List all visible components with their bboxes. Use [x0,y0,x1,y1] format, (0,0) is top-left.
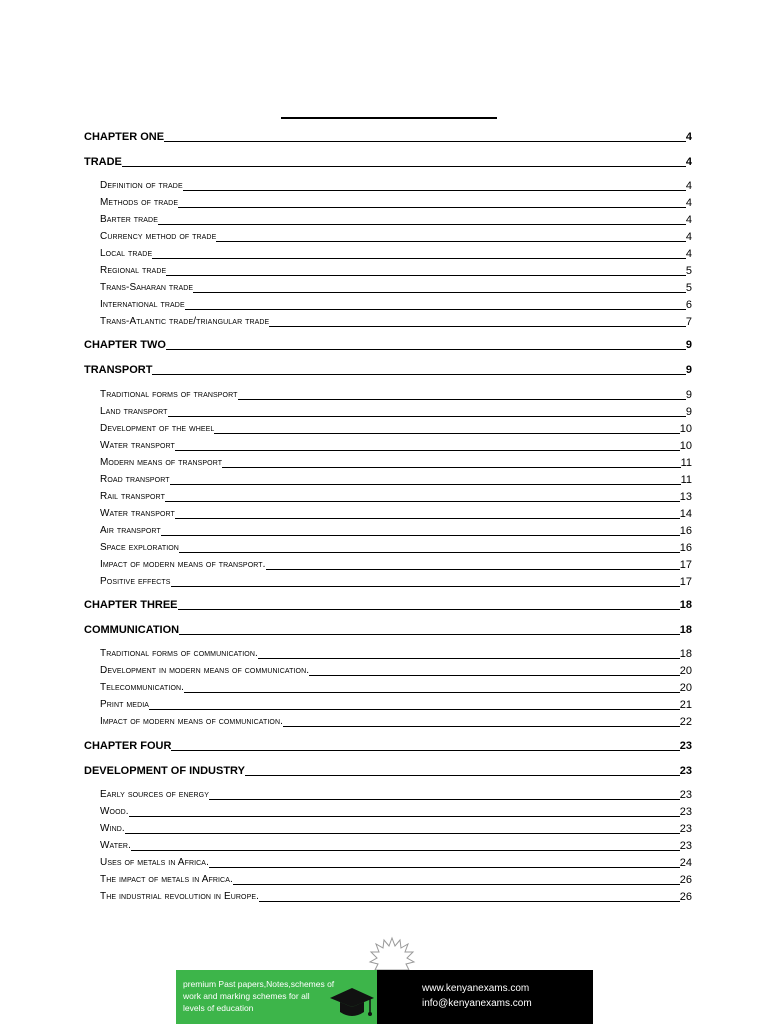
toc-section-entry[interactable] [0,818,768,836]
toc-entry-title: Water. [100,840,131,851]
toc-section-entry[interactable] [0,243,768,261]
toc-section-entry[interactable] [0,277,768,295]
toc-entry-title: Trans-Saharan trade [100,282,194,293]
toc-entry-title: Print media [100,699,150,710]
toc-section-entry[interactable] [0,401,768,419]
toc-leader-line [178,207,686,208]
toc-section-entry[interactable] [0,311,768,329]
toc-entry-title: TRADE [84,156,122,168]
toc-leader-line [166,349,686,350]
toc-leader-line [166,275,686,276]
toc-page-number: 14 [679,508,692,520]
toc-leader-line [238,399,686,400]
toc-page-number: 23 [679,806,692,818]
toc-page-number: 6 [685,299,692,311]
toc-entry-title: The impact of metals in Africa. [100,874,233,885]
toc-chapter-entry[interactable] [0,760,768,778]
toc-entry-title: Regional trade [100,265,167,276]
toc-leader-line [122,166,686,167]
toc-section-entry[interactable] [0,384,768,402]
toc-page-number: 23 [679,823,692,835]
toc-entry-title: Traditional forms of transport [100,389,238,400]
toc-entry-title: Early sources of energy [100,789,209,800]
toc-section-entry[interactable] [0,660,768,678]
toc-entry-title: Modern means of transport [100,457,223,468]
toc-leader-line [179,634,680,635]
toc-leader-line [245,775,680,776]
toc-leader-line [258,658,680,659]
toc-section-entry[interactable] [0,571,768,589]
email-link[interactable]: info@kenyanexams.com [422,998,532,1009]
toc-section-entry[interactable] [0,554,768,572]
toc-leader-line [183,190,686,191]
toc-entry-title: Trans-Atlantic trade/triangular trade [100,316,270,327]
toc-page-number: 20 [679,682,692,694]
toc-entry-title: Telecommunication. [100,682,185,693]
toc-entry-title: Road transport [100,474,170,485]
promo-text-line-3: levels of education [183,1003,254,1013]
toc-page-number: 9 [685,339,692,351]
toc-page-number: 10 [679,440,692,452]
toc-section-entry[interactable] [0,537,768,555]
toc-leader-line [165,501,680,502]
toc-entry-title: Impact of modern means of transport. [100,559,266,570]
toc-leader-line [171,750,679,751]
toc-page-number: 7 [685,316,692,328]
toc-section-entry[interactable] [0,175,768,193]
starburst-icon [367,936,417,972]
website-link[interactable]: www.kenyanexams.com [422,983,530,994]
toc-page-number: 26 [679,891,692,903]
toc-page-number: 23 [679,789,692,801]
toc-chapter-entry[interactable] [0,359,768,377]
toc-page-number: 5 [685,265,692,277]
toc-section-entry[interactable] [0,435,768,453]
toc-page-number: 11 [680,474,692,486]
toc-leader-line [158,224,686,225]
toc-section-entry[interactable] [0,784,768,802]
toc-page-number: 4 [685,131,692,143]
toc-page-number: 11 [680,457,692,469]
toc-leader-line [178,609,680,610]
toc-entry-title: Currency method of trade [100,231,217,242]
toc-page-number: 9 [685,364,692,376]
promo-text-line-1: premium Past papers,Notes,schemes of [183,979,335,989]
toc-chapter-entry[interactable] [0,619,768,637]
toc-leader-line [125,833,680,834]
toc-entry-title: Impact of modern means of communication. [100,716,284,727]
toc-leader-line [184,692,680,693]
toc-page-number: 4 [685,156,692,168]
toc-page-number: 21 [679,699,692,711]
toc-entry-title: Positive effects [100,576,171,587]
toc-entry-title: Rail transport [100,491,165,502]
toc-section-entry[interactable] [0,852,768,870]
toc-page-number: 10 [679,423,692,435]
toc-entry-title: CHAPTER ONE [84,131,165,143]
toc-leader-line [266,569,680,570]
toc-page-number: 26 [679,874,692,886]
toc-section-entry[interactable] [0,192,768,210]
toc-entry-title: Definition of trade [100,180,183,191]
toc-entry-title: International trade [100,299,185,310]
toc-entry-title: Development in modern means of communication. [100,665,310,676]
toc-leader-line [185,309,686,310]
toc-page-number: 4 [685,248,692,260]
toc-section-entry[interactable] [0,643,768,661]
toc-page-number: 4 [685,197,692,209]
toc-entry-title: CHAPTER FOUR [84,740,172,752]
toc-entry-title: DEVELOPMENT OF INDUSTRY [84,765,245,777]
toc-page-number: 4 [685,180,692,192]
toc-entry-title: Land transport [100,406,168,417]
toc-leader-line [259,901,680,902]
toc-chapter-entry[interactable] [0,735,768,753]
toc-entry-title: TRANSPORT [84,364,153,376]
toc-leader-line [168,416,686,417]
toc-section-entry[interactable] [0,452,768,470]
toc-section-entry[interactable] [0,677,768,695]
promo-text-line-2: work and marking schemes for all [183,991,310,1001]
footer-banner [176,970,593,1024]
toc-page-number: 23 [679,765,692,777]
toc-leader-line [309,675,680,676]
toc-page-number: 20 [679,665,692,677]
toc-entry-title: The industrial revolution in Europe. [100,891,260,902]
toc-section-entry[interactable] [0,520,768,538]
toc-entry-title: Traditional forms of communication. [100,648,258,659]
toc-leader-line [152,374,685,375]
toc-leader-line [209,799,680,800]
toc-page-number: 9 [685,406,692,418]
toc-entry-title: Water transport [100,508,175,519]
toc-entry-title: Wind. [100,823,125,834]
toc-page-number: 4 [685,214,692,226]
toc-leader-line [129,816,680,817]
toc-page-number: 17 [679,576,692,588]
toc-leader-line [222,467,680,468]
toc-section-entry[interactable] [0,503,768,521]
toc-section-entry[interactable] [0,869,768,887]
toc-chapter-entry[interactable] [0,594,768,612]
toc-entry-title: Water transport [100,440,175,451]
toc-page-number: 18 [679,648,692,660]
toc-leader-line [283,726,680,727]
toc-leader-line [179,552,680,553]
toc-section-entry[interactable] [0,418,768,436]
toc-page-number: 18 [679,624,692,636]
toc-leader-line [131,850,680,851]
toc-leader-line [175,450,680,451]
toc-page-number: 4 [685,231,692,243]
toc-page-number: 5 [685,282,692,294]
toc-section-entry[interactable] [0,226,768,244]
toc-entry-title: Wood. [100,806,129,817]
toc-page-number: 13 [679,491,692,503]
toc-leader-line [209,867,680,868]
toc-section-entry[interactable] [0,294,768,312]
promo-panel [176,970,377,1024]
toc-section-entry[interactable] [0,801,768,819]
toc-leader-line [164,141,686,142]
title-underline [281,117,497,119]
toc-entry-title: CHAPTER TWO [84,339,166,351]
toc-page-number: 18 [679,599,692,611]
toc-page-number: 9 [685,389,692,401]
toc-page-number: 16 [679,525,692,537]
graduation-cap-icon [328,980,376,1024]
toc-section-entry[interactable] [0,209,768,227]
toc-entry-title: Development of the wheel [100,423,215,434]
toc-page-number: 23 [679,740,692,752]
toc-section-entry[interactable] [0,486,768,504]
toc-section-entry[interactable] [0,260,768,278]
toc-chapter-entry[interactable] [0,334,768,352]
toc-leader-line [175,518,680,519]
contact-panel [377,970,593,1024]
toc-section-entry[interactable] [0,694,768,712]
toc-chapter-entry[interactable] [0,151,768,169]
toc-entry-title: Air transport [100,525,161,536]
toc-page-number: 24 [679,857,692,869]
toc-entry-title: Uses of metals in Africa. [100,857,209,868]
toc-section-entry[interactable] [0,711,768,729]
toc-section-entry[interactable] [0,469,768,487]
toc-entry-title: Local trade [100,248,153,259]
toc-entry-title: Space exploration [100,542,179,553]
toc-leader-line [170,484,681,485]
toc-leader-line [149,709,680,710]
toc-leader-line [233,884,680,885]
toc-leader-line [214,433,679,434]
toc-page-number: 16 [679,542,692,554]
toc-page-number: 17 [679,559,692,571]
toc-leader-line [161,535,680,536]
toc-leader-line [193,292,686,293]
toc-page-number: 22 [679,716,692,728]
toc-entry-title: COMMUNICATION [84,624,180,636]
toc-entry-title: CHAPTER THREE [84,599,178,611]
toc-leader-line [171,586,680,587]
toc-chapter-entry[interactable] [0,126,768,144]
toc-entry-title: Barter trade [100,214,158,225]
toc-leader-line [152,258,686,259]
toc-section-entry[interactable] [0,886,768,904]
toc-leader-line [269,326,686,327]
toc-entry-title: Methods of trade [100,197,179,208]
toc-page-number: 23 [679,840,692,852]
toc-leader-line [216,241,686,242]
toc-section-entry[interactable] [0,835,768,853]
